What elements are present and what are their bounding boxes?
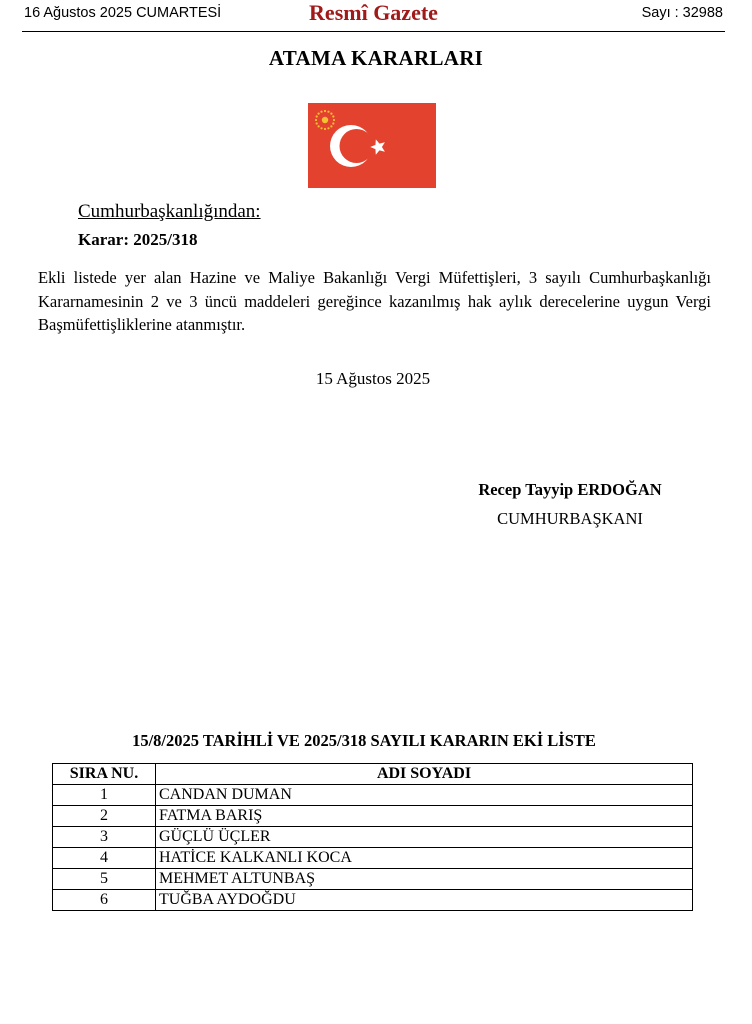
table-row — [53, 785, 693, 806]
decision-body: Ekli listede yer alan Hazine ve Maliye Bakanlığı Vergi Müfettişleri, 3 sayılı Cumhurbaşkanlığı Kararnamesinin 2 ve 3 üncü maddeleri gereğince kazanılmış hak aylık derecelerine uygun Vergi Başmüfettişliklerine atanmıştır. — [38, 268, 711, 334]
row-number: 4 — [53, 848, 156, 869]
table-row — [53, 827, 693, 848]
table-row — [53, 890, 693, 911]
table-row — [53, 869, 693, 890]
row-number: 6 — [53, 890, 156, 911]
table-row — [53, 806, 693, 827]
row-name: TUĞBA AYDOĞDU — [156, 890, 693, 911]
row-number: 5 — [53, 869, 156, 890]
signer-title: CUMHURBAŞKANI — [497, 509, 643, 528]
row-name: HATİCE KALKANLI KOCA — [156, 848, 693, 869]
annex-list-title: 15/8/2025 TARİHLİ VE 2025/318 SAYILI KARARIN EKİ LİSTE — [132, 731, 596, 750]
row-name: GÜÇLÜ ÜÇLER — [156, 827, 693, 848]
column-header-name: ADI SOYADI — [156, 764, 693, 785]
issue-number: Sayı : 32988 — [641, 5, 723, 21]
row-name: MEHMET ALTUNBAŞ — [156, 869, 693, 890]
gazette-header — [22, 0, 725, 32]
row-number: 1 — [53, 785, 156, 806]
decision-number: Karar: 2025/318 — [78, 230, 198, 249]
row-name: CANDAN DUMAN — [156, 785, 693, 806]
section-title: ATAMA KARARLARI — [268, 46, 484, 70]
row-name: FATMA BARIŞ — [156, 806, 693, 827]
table-header-row — [53, 764, 693, 785]
signer-name: Recep Tayyip ERDOĞAN — [478, 480, 662, 499]
appointee-table — [52, 763, 693, 911]
decree-date: 15 Ağustos 2025 — [315, 369, 431, 388]
presidential-flag-icon — [308, 103, 436, 188]
column-header-number: SIRA NU. — [53, 764, 156, 785]
row-number: 2 — [53, 806, 156, 827]
header-date: 16 Ağustos 2025 CUMARTESİ — [24, 5, 222, 21]
row-number: 3 — [53, 827, 156, 848]
issuing-authority: Cumhurbaşkanlığından: — [78, 201, 261, 222]
signature-block — [465, 480, 675, 529]
gazette-title: Resmî Gazete — [309, 0, 438, 25]
table-row — [53, 848, 693, 869]
